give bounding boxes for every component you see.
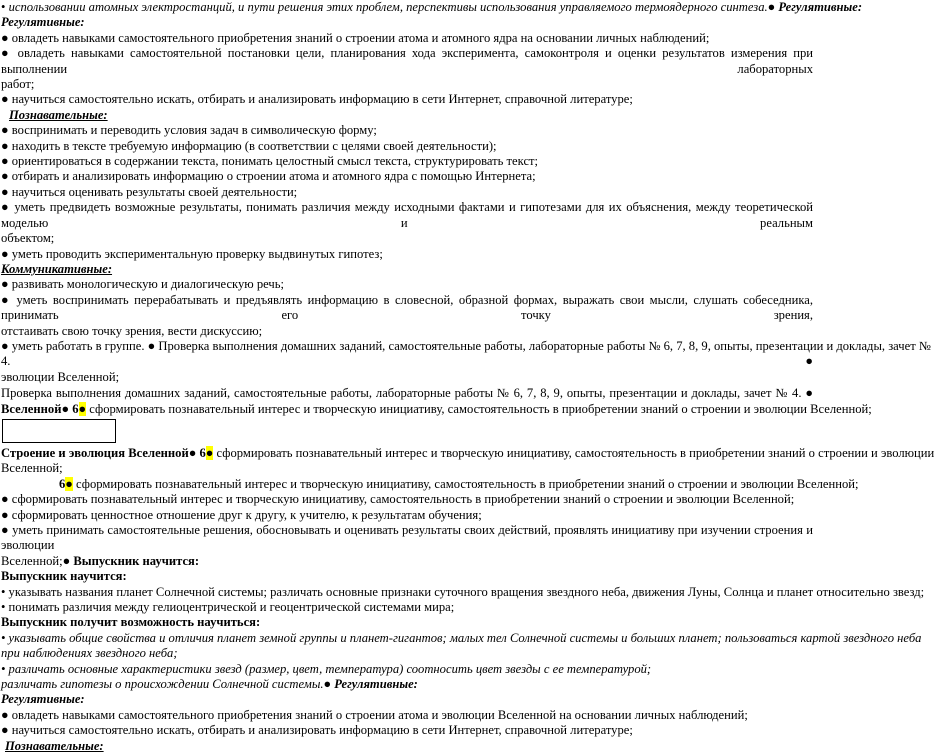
heading-inline-regulative: ● Регулятивные:: [767, 0, 863, 14]
list-item: ● сформировать познавательный интерес и творческую инициативу, самостоятельность в приобретении знаний о строении и эволюции Вселенной;: [1, 492, 795, 507]
heading-graduate-will-learn: Выпускник научится:: [1, 569, 127, 584]
list-item: ● научиться самостоятельно искать, отбирать и анализировать информацию в сети Интернет, справочной литературе;: [1, 723, 633, 738]
bullet: •: [1, 0, 6, 14]
inline-text: сформировать познавательный интерес и творческую инициативу, самостоятельность в приобретении знаний о строении и эволюции: [213, 445, 934, 460]
inline-text: 4.: [1, 354, 11, 369]
list-item: ● уметь предвидеть возможные результаты, понимать различия между исходными фактами и гипотезами для их объяснения, между теоретической моделью и реальным: [1, 200, 813, 230]
text-line: Вселенной;: [1, 461, 63, 476]
number-marker: ● 6: [188, 445, 206, 460]
inline-text: Вселенной;: [1, 553, 63, 568]
list-item: ● отбирать и анализировать информацию о строении атома и атомного ядра с помощью Интернета;: [1, 169, 536, 184]
list-item: • различать основные характеристики звезд (размер, цвет, температура) соотносить цвет звезды с ее температурой;: [1, 661, 652, 676]
bullet: ●: [805, 354, 813, 369]
list-item: ● уметь принимать самостоятельные решения, обосновывать и оценивать результаты своих действий, проявлять инициативу при изучении строения и эволюции: [1, 523, 813, 553]
list-item: ● овладеть навыками самостоятельной постановки цели, планирования хода эксперимента, самоконтроля и оценки результатов измерения при выполнении лабораторных: [1, 46, 813, 76]
text-line: [1, 476, 859, 492]
inline-text: сформировать познавательный интерес и творческую инициативу, самостоятельность в приобретении знаний о строении и эволюции Вселенной;: [86, 401, 872, 416]
heading-regulative: Регулятивные:: [1, 15, 85, 30]
list-item-continuation: объектом;: [1, 231, 55, 246]
heading-cognitive: Познавательные:: [5, 738, 104, 753]
list-item: ● воспринимать и переводить условия задач в символическую форму;: [1, 123, 377, 138]
list-item-continuation: работ;: [1, 77, 35, 92]
list-item: • понимать различия между гелиоцентрической и геоцентрической системами мира;: [1, 600, 455, 615]
text-line: [1, 445, 934, 461]
inline-text: ● Проверка выполнения домашних заданий, самостоятельные работы, лабораторные работы № 6, 7, 8, 9, опыты, презентации и доклады, зачет №: [147, 338, 931, 353]
number-marker: 6: [59, 476, 66, 491]
heading-inline: ● Выпускник научится:: [62, 553, 200, 568]
list-item: ● уметь работать в группе.: [1, 338, 145, 353]
text-line: [1, 677, 813, 692]
list-item: ● находить в тексте требуемую информацию (в соответствии с целями своей деятельности);: [1, 138, 497, 153]
text-line: [1, 354, 813, 369]
heading-communicative: Коммуникативные:: [1, 261, 113, 276]
list-item-continuation: отстаивать свою точку зрения, вести дискуссию;: [1, 323, 263, 338]
list-item: ● развивать монологическую и диалогическую речь;: [1, 277, 284, 292]
highlighted-bullet: ●: [65, 476, 73, 491]
list-item: ● сформировать ценностное отношение друг к другу, к учителю, к результатам обучения;: [1, 507, 482, 522]
list-item: ● научиться самостоятельно искать, отбирать и анализировать информацию в сети Интернет, справочной литературе;: [1, 92, 633, 107]
text-line: Проверка выполнения домашних заданий, самостоятельные работы, лабораторные работы № 6, 7, 8, 9, опыты, презентации и доклады, зачет № 4. ●: [1, 386, 813, 401]
list-item-continuation: при наблюдениях звездного неба;: [1, 646, 178, 661]
list-item: ● уметь воспринимать перерабатывать и предъявлять информацию в словесной, образной формах, выражать свои мысли, слушать собеседника, принимать его точку зрения,: [1, 292, 813, 323]
highlighted-bullet: ●: [205, 445, 214, 460]
list-item: ● ориентироваться в содержании текста, понимать целостный смысл текста, структурировать текст;: [1, 154, 539, 169]
list-item: ● научиться оценивать результаты своей деятельности;: [1, 184, 298, 199]
italic-text: различать гипотезы о происхождении Солнечной системы.: [1, 677, 324, 692]
heading-inline: Строение и эволюция Вселенной: [1, 445, 189, 460]
number-marker: ● 6: [61, 401, 79, 416]
inline-text: сформировать познавательный интерес и творческую инициативу, самостоятельность в приобретении знаний о строении и эволюции Вселенной;: [72, 476, 859, 491]
text-line: [1, 554, 813, 569]
highlighted-bullet: ●: [78, 401, 87, 416]
heading-inline-regulative: ● Регулятивные:: [323, 677, 418, 692]
list-item: ● уметь проводить экспериментальную проверку выдвинутых гипотез;: [1, 246, 383, 261]
list-item: • указывать общие свойства и отличия планет земной группы и планет-гигантов; малых тел Солнечной системы и больших планет; пользоваться картой звездного неба: [1, 630, 922, 645]
heading-regulative: Регулятивные:: [1, 692, 85, 707]
text-line: эволюции Вселенной;: [1, 369, 120, 384]
italic-text: использовании атомных электростанций, и пути решения этих проблем, перспективы использования управляемого термоядерного синтеза.: [5, 0, 768, 14]
empty-table-cell: [2, 419, 116, 443]
text-line: [1, 401, 872, 417]
heading-graduate-opportunity: Выпускник получит возможность научиться:: [1, 615, 261, 630]
list-item: ● овладеть навыками самостоятельного приобретения знаний о строении атома и атомного ядра на основании личных наблюдений;: [1, 30, 710, 45]
text-line: [1, 0, 863, 15]
text-line: [1, 338, 931, 354]
heading-cognitive: Познавательные:: [9, 107, 108, 122]
heading-inline: Вселенной: [1, 401, 62, 416]
list-item: • указывать названия планет Солнечной системы; различать основные признаки суточного вращения звездного неба, движения Луны, Солнца и планет относительно звезд;: [1, 584, 925, 599]
list-item: ● овладеть навыками самостоятельного приобретения знаний о строении атома и эволюции Вселенной на основании личных наблюдений;: [1, 707, 748, 722]
